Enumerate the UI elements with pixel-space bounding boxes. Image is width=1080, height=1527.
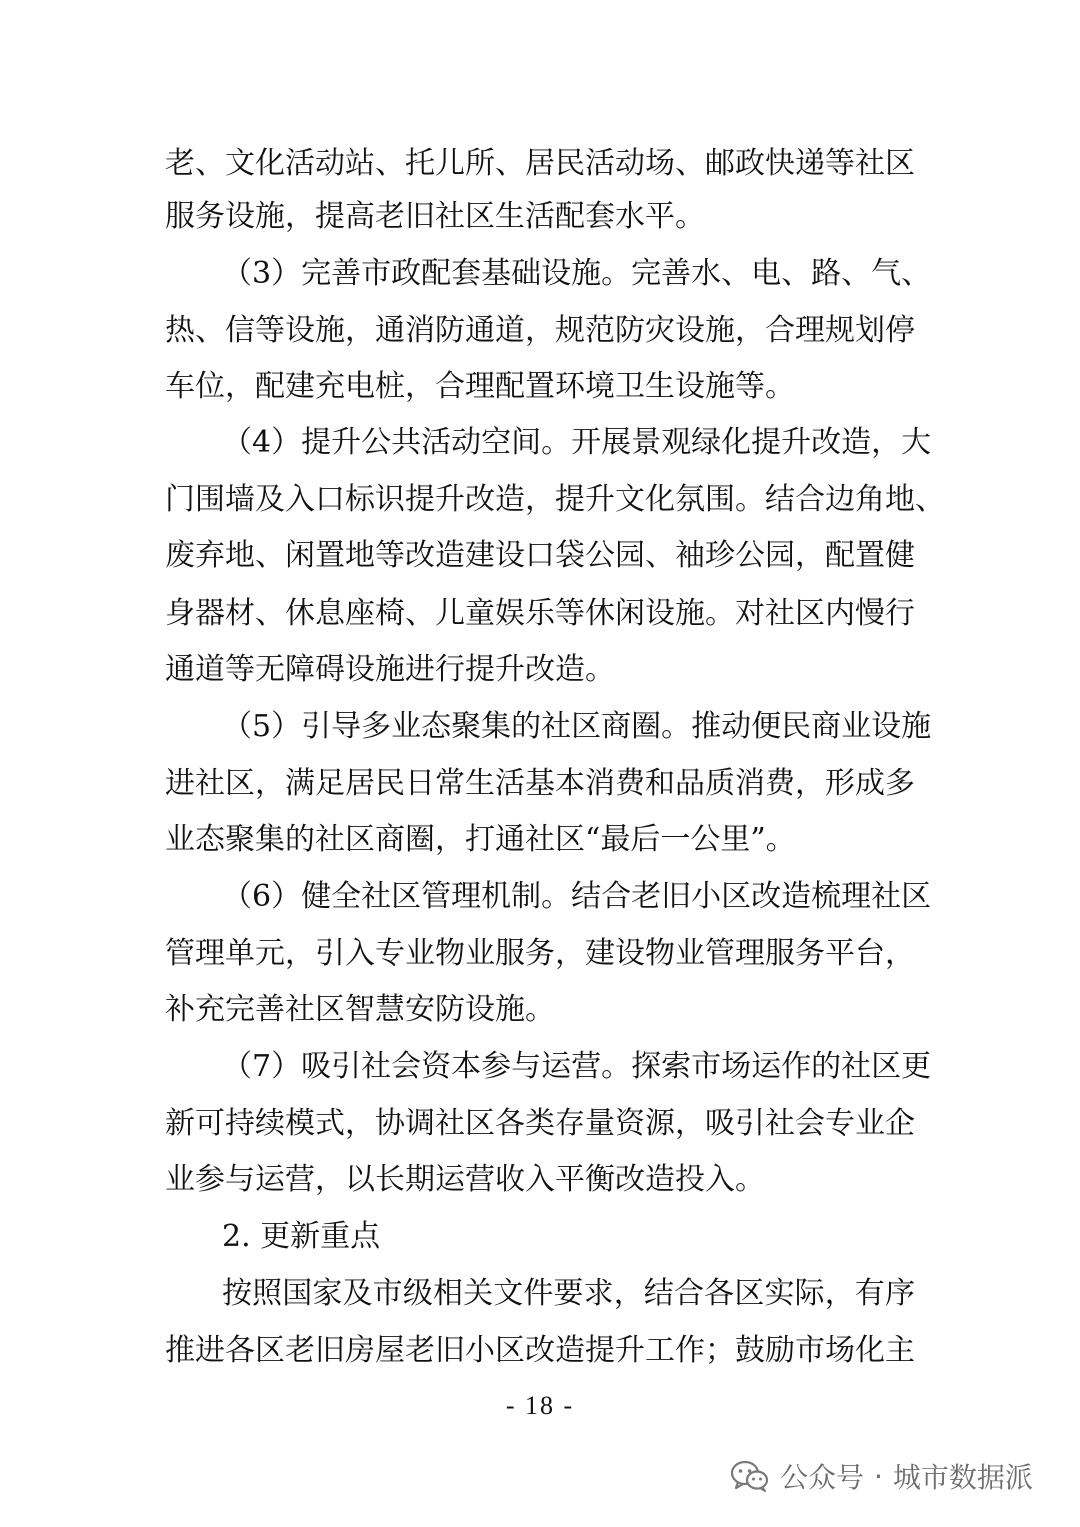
text-line: 业态聚集的社区商圈，打通社区“最后一公里”。 (165, 822, 796, 857)
section-heading: 2. 更新重点 (222, 1219, 381, 1254)
text-line: 热、信等设施，通消防通道，规范防灾设施，合理规划停 (165, 313, 915, 348)
text-line: 门围墙及入口标识提升改造，提升文化氛围。结合边角地、 (165, 482, 945, 517)
paragraph-heading-5: （5）引导多业态聚集的社区商圈。推动便民商业设施 (222, 709, 932, 744)
text-line: 管理单元，引入专业物业服务，建设物业管理服务平台， (165, 936, 915, 971)
text-line: 业参与运营，以长期运营收入平衡改造投入。 (165, 1162, 765, 1197)
paragraph-heading-4: （4）提升公共活动空间。开展景观绿化提升改造，大 (222, 425, 932, 460)
text-line: 车位，配建充电桩，合理配置环境卫生设施等。 (165, 369, 795, 404)
text-line: 废弃地、闲置地等改造建设口袋公园、袖珍公园，配置健 (165, 538, 915, 573)
text-line: 服务设施，提高老旧社区生活配套水平。 (165, 199, 705, 234)
paragraph-heading-7: （7）吸引社会资本参与运营。探索市场运作的社区更 (222, 1049, 932, 1084)
text-line: 老、文化活动站、托儿所、居民活动场、邮政快递等社区 (165, 146, 915, 181)
text-line: 进社区，满足居民日常生活基本消费和品质消费，形成多 (165, 766, 915, 801)
wechat-icon (730, 1459, 770, 1493)
watermark (730, 1454, 1033, 1498)
paragraph-heading-6: （6）健全社区管理机制。结合老旧小区改造梳理社区 (222, 879, 932, 914)
text-line: 补充完善社区智慧安防设施。 (165, 992, 555, 1027)
watermark-separator: · (874, 1459, 883, 1493)
text-line: 身器材、休息座椅、儿童娱乐等休闲设施。对社区内慢行 (165, 596, 915, 631)
text-line: 推进各区老旧房屋老旧小区改造提升工作；鼓励市场化主 (165, 1333, 915, 1368)
watermark-label: 公众号 (780, 1461, 865, 1494)
paragraph-heading-3: （3）完善市政配套基础设施。完善水、电、路、气、 (222, 256, 932, 291)
text-line: 通道等无障碍设施进行提升改造。 (165, 652, 615, 687)
watermark-account: 城市数据派 (892, 1461, 1033, 1494)
text-line: 按照国家及市级相关文件要求，结合各区实际，有序 (222, 1276, 915, 1311)
page-number: - 18 - (505, 1391, 575, 1420)
text-line: 新可持续模式，协调社区各类存量资源，吸引社会专业企 (165, 1106, 915, 1141)
